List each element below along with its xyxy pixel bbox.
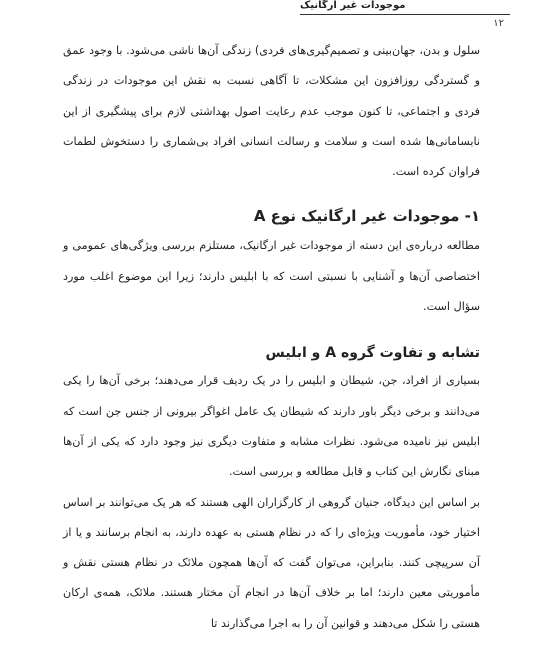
paragraph-3: بسیاری از افراد، جن، شیطان و ابلیس را در یک ردیف قرار می‌دهند؛ برخی آن‌ها را یکی می‌دانند و برخی دیگر باور دارند که شیطان یک عامل اغواگر بیرونی از جنس جن است که ابلیس نیز نامیده می‌شود. نظرات مشابه و متفاوت دیگری نیز وجود دارد که یکی از آن‌ها مبنای نگارش این کتاب و قابل مطالعه و بررسی است.	[63, 374, 480, 479]
page-content	[63, 36, 480, 639]
section-heading-type-a: ۱- موجودات غیر ارگانیک نوع A	[253, 207, 480, 226]
paragraph-2: مطالعه درباره‌ی این دسته از موجودات غیر ارگانیک، مستلزم بررسی ویژگی‌های عمومی و اختصاصی آن‌ها و آشنایی با نسبتی است که با ابلیس دارند؛ زیرا این موضوع اغلب مورد سؤال است.	[63, 239, 480, 314]
running-title: موجودات غیر ارگانیک	[300, 0, 406, 11]
paragraph-1: سلول و بدن، جهان‌بینی و تصمیم‌گیری‌های فردی) زندگی آن‌ها ناشی می‌شود. با وجود عمق و گستردگی روزافزون این مشکلات، تا آگاهی نسبت به نقش این موجودات در زندگی فردی و اجتماعی، تا کنون موجب عدم رعایت اصول بهداشتی لازم برای پیشگیری از این نابسامانی‌ها شده است و سلامت و رسالت انسانی افراد بی‌شماری را دستخوش لطمات فراوان کرده است.	[63, 44, 480, 179]
running-header	[300, 0, 510, 15]
subsection-heading-similarity: تشابه و تفاوت گروه A و ابلیس	[265, 345, 480, 362]
paragraph-4: بر اساس این دیدگاه، جنیان گروهی از کارگزاران الهی هستند که هر یک می‌توانند بر اساس اختیار خود، مأموریت ویژه‌ای را که در نظام هستی به عهده دارند، به انجام برسانند و یا از آن سرپیچی کنند. بنابراین، می‌توان گفت که آن‌ها همچون ملائک در نظام هستی نقش و مأموریتی معین دارند؛ اما بر خلاف آن‌ها در انجام آن مختار هستند. ملائک، همه‌ی ارکان هستی را شکل می‌دهند و قوانین آن را به اجرا می‌گذارند تا	[63, 495, 480, 630]
page-number: ۱۲	[493, 18, 504, 29]
